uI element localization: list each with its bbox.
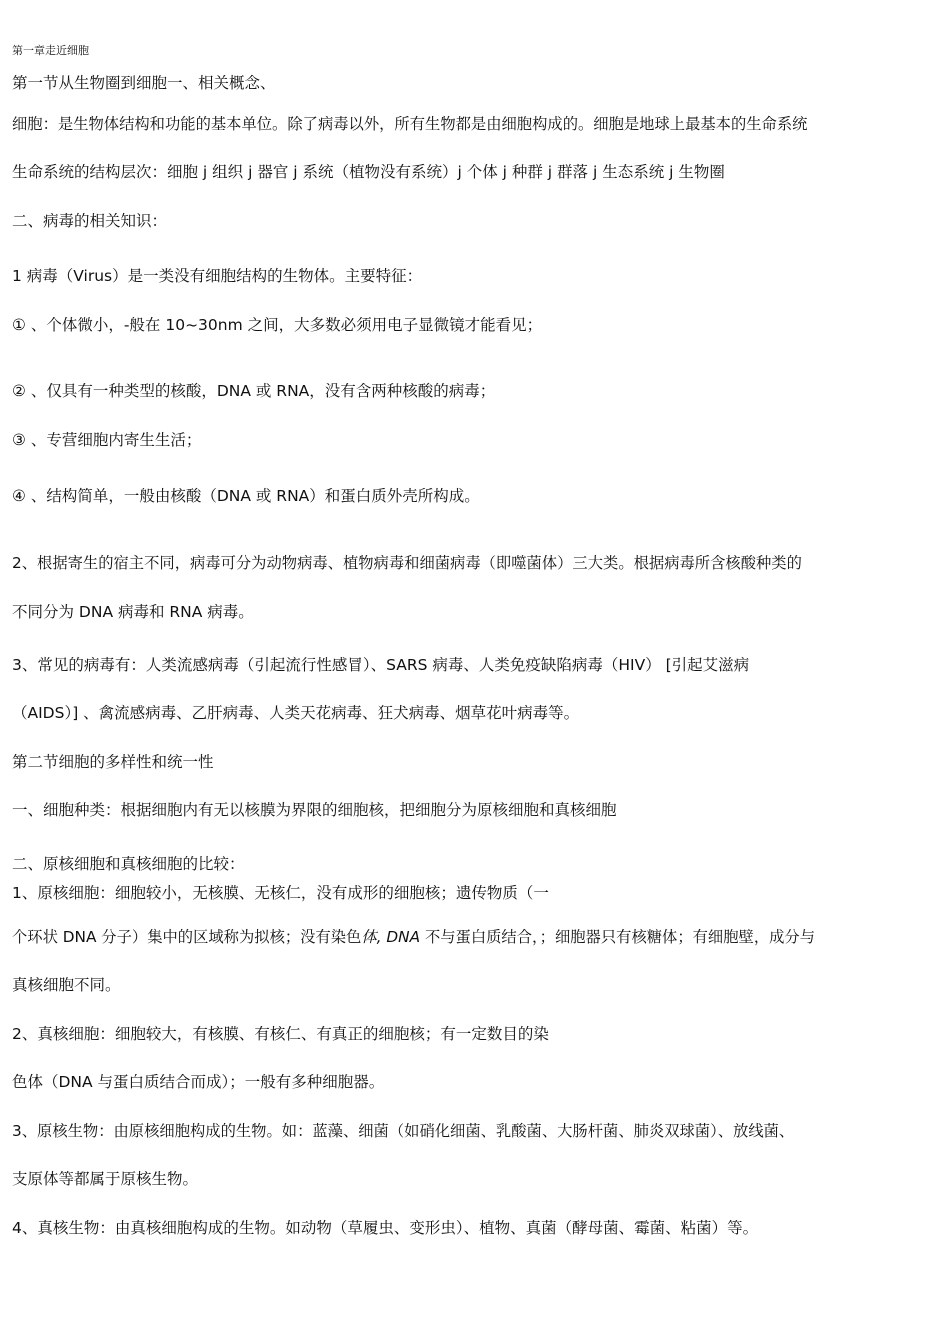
subsection-heading: 二、病毒的相关知识：	[12, 212, 168, 230]
chapter-heading: 第一章走近细胞	[12, 44, 89, 57]
text-run: 不与蛋白质结合，；细胞器只有核糖体；有细胞壁，成分与	[420, 928, 816, 946]
paragraph-line: 3、常见的病毒有：人类流感病毒（引起流行性感冒）、SARS 病毒、人类免疫缺陷病毒（HIV） [引起艾滋病	[12, 656, 750, 674]
section-heading: 第二节细胞的多样性和统一性	[12, 753, 214, 771]
list-item: ③ 、专营细胞内寄生生活；	[12, 431, 202, 449]
text-run: 个环状 DNA 分子）集中的区域称为拟核；没有染色	[12, 928, 362, 946]
paragraph-line: 细胞：是生物体结构和功能的基本单位。除了病毒以外，所有生物都是由细胞构成的。细胞是地球上最基本的生命系统	[12, 115, 808, 133]
paragraph-line	[12, 927, 815, 947]
italic-text-run: 体, DNA	[361, 928, 421, 946]
paragraph-line: （AIDS）] 、禽流感病毒、乙肝病毒、人类天花病毒、狂犬病毒、烟草花叶病毒等。	[12, 704, 580, 722]
paragraph-line: 不同分为 DNA 病毒和 RNA 病毒。	[12, 603, 254, 621]
list-item: ② 、仅具有一种类型的核酸，DNA 或 RNA，没有含两种核酸的病毒；	[12, 382, 496, 400]
paragraph-line: 3、原核生物：由原核细胞构成的生物。如：蓝藻、细菌（如硝化细菌、乳酸菌、大肠杆菌、肺炎双球菌）、放线菌、	[12, 1122, 795, 1140]
list-item: ④ 、结构简单，一般由核酸（DNA 或 RNA）和蛋白质外壳所构成。	[12, 487, 480, 505]
subsection-heading: 二、原核细胞和真核细胞的比较：	[12, 855, 245, 873]
paragraph-line: 一、细胞种类：根据细胞内有无以核膜为界限的细胞核，把细胞分为原核细胞和真核细胞	[12, 801, 617, 819]
paragraph-line: 色体（DNA 与蛋白质结合而成）；一般有多种细胞器。	[12, 1073, 385, 1091]
paragraph-line: 1、原核细胞：细胞较小，无核膜、无核仁，没有成形的细胞核；遗传物质（一	[12, 884, 549, 902]
paragraph-line: 1 病毒（Virus）是一类没有细胞结构的生物体。主要特征：	[12, 267, 423, 285]
list-item: ① 、个体微小，-般在 10~30nm 之间，大多数必须用电子显微镜才能看见；	[12, 316, 543, 334]
paragraph-line: 2、真核细胞：细胞较大，有核膜、有核仁、有真正的细胞核；有一定数目的染	[12, 1025, 549, 1043]
paragraph-line: 生命系统的结构层次：细胞 j 组织 j 器官 j 系统（植物没有系统）j 个体 j 种群 j 群落 j 生态系统 j 生物圈	[12, 163, 725, 181]
paragraph-line: 真核细胞不同。	[12, 976, 121, 994]
paragraph-line: 2、根据寄生的宿主不同，病毒可分为动物病毒、植物病毒和细菌病毒（即噬菌体）三大类。根据病毒所含核酸种类的	[12, 554, 802, 572]
section-heading: 第一节从生物圈到细胞一、相关概念、	[12, 74, 276, 92]
paragraph-line: 支原体等都属于原核生物。	[12, 1170, 199, 1188]
paragraph-line: 4、真核生物：由真核细胞构成的生物。如动物（草履虫、变形虫）、植物、真菌（酵母菌、霉菌、粘菌）等。	[12, 1219, 759, 1237]
